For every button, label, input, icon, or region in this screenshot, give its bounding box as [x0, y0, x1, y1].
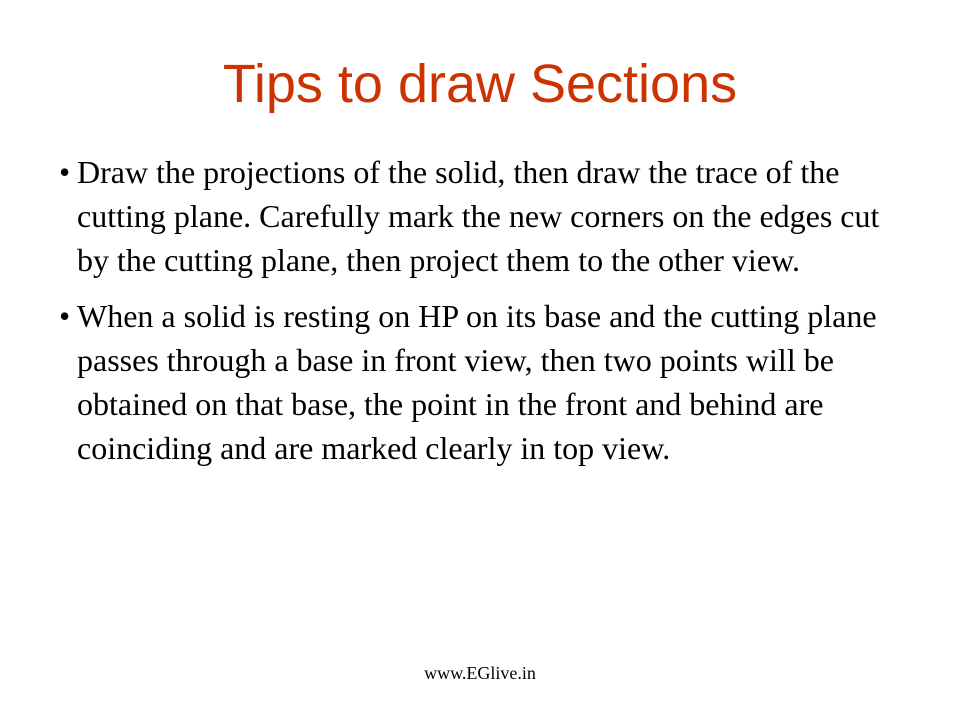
bullet-item	[60, 294, 912, 470]
bullet-list	[60, 150, 912, 470]
footer-url: www.EGlive.in	[424, 663, 536, 683]
slide-title: Tips to draw Sections	[222, 54, 738, 114]
bullet-text: When a solid is resting on HP on its base and the cutting plane passes through a base in front view, then two points will be obtained on that base, the point in the front and behind are coinciding and are marked clearly in top view.	[77, 298, 877, 466]
bullet-text: Draw the projections of the solid, then draw the trace of the cutting plane. Carefully mark the new corners on the edges cut by the cutting plane, then project them to the other view.	[77, 154, 880, 278]
bullet-marker: •	[59, 298, 71, 334]
bullet-item	[60, 150, 912, 282]
bullet-marker: •	[59, 154, 71, 190]
